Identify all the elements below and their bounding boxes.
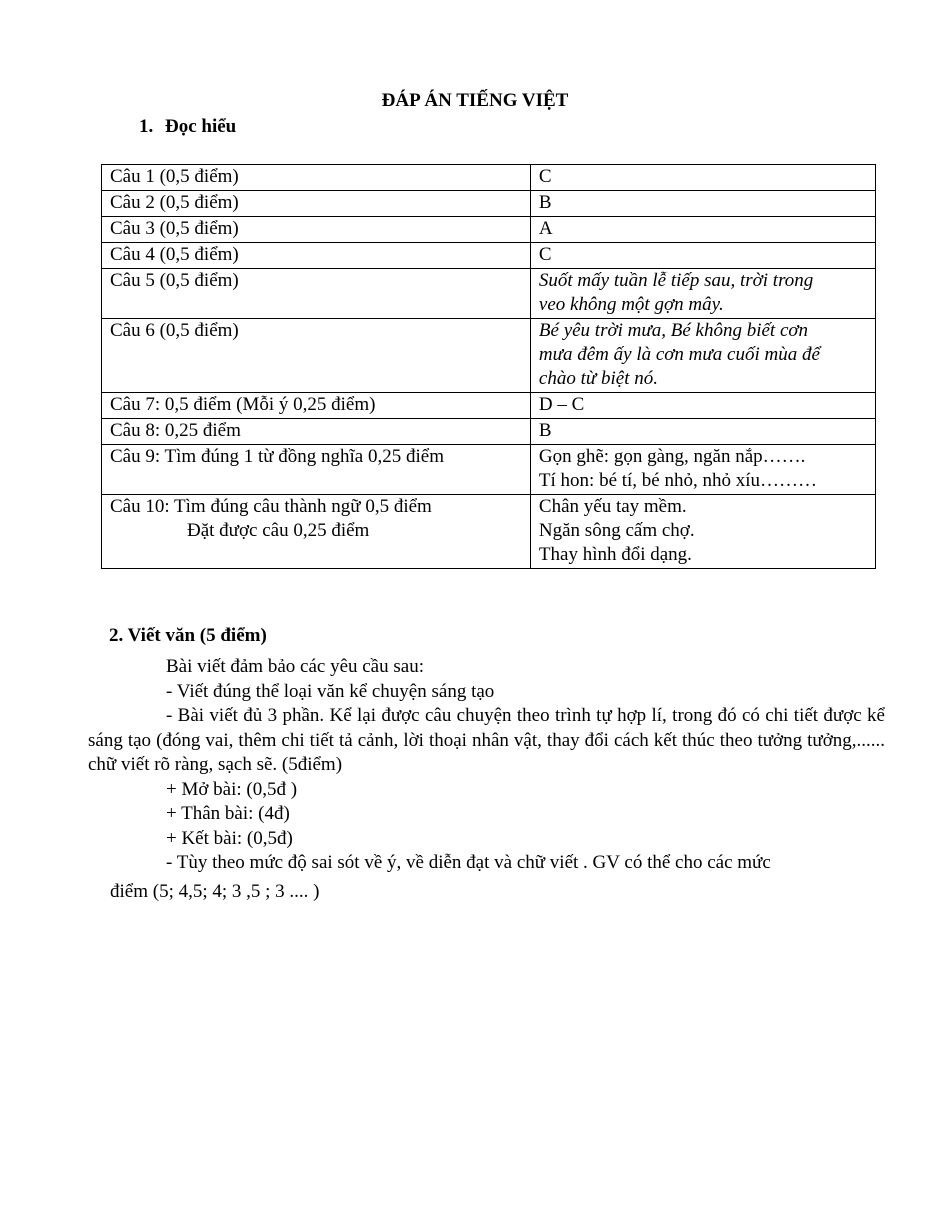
section2-point3-cont: điểm (5; 4,5; 4; 3 ,5 ; 3 .... ) [110, 880, 320, 902]
question-cell [102, 319, 531, 393]
answer-cell [530, 419, 875, 445]
answer-row [102, 217, 876, 243]
question-cell [102, 419, 531, 445]
answer-text: Ngăn sông cấm chợ. [538, 520, 695, 541]
answer-table-body [102, 165, 876, 569]
answer-table [101, 164, 876, 569]
answer-row [102, 393, 876, 419]
question-text: Câu 8: 0,25 điểm [110, 420, 241, 441]
question-text-line2: Đặt được câu 0,25 điểm [187, 520, 370, 541]
answer-row [102, 445, 876, 495]
section2-body [88, 655, 885, 904]
question-cell [102, 269, 531, 319]
question-cell [102, 165, 531, 191]
answer-text: Tí hon: bé tí, bé nhỏ, nhỏ xíu……… [538, 470, 818, 491]
answer-row [102, 419, 876, 445]
answer-cell [530, 165, 875, 191]
question-text: Câu 10: Tìm đúng câu thành ngữ 0,5 điểm [110, 496, 432, 517]
answer-row [102, 191, 876, 217]
page-title: ĐÁP ÁN TIẾNG VIỆT [381, 90, 569, 111]
answer-text: Bé yêu trời mưa, Bé không biết cơn [538, 320, 809, 341]
question-text: Câu 3 (0,5 điểm) [110, 218, 239, 239]
answer-text: A [538, 218, 553, 239]
section2-point3: - Tùy theo mức độ sai sót về ý, về diễn đạt và chữ viết . GV có thể cho các mức [166, 852, 771, 873]
question-text: Câu 1 (0,5 điểm) [110, 166, 239, 187]
answer-cell [530, 243, 875, 269]
answer-row [102, 495, 876, 569]
answer-cell [530, 319, 875, 393]
answer-text: Thay hình đổi dạng. [538, 544, 692, 565]
answer-text: Chân yếu tay mềm. [538, 496, 687, 517]
answer-text: Gọn ghẽ: gọn gàng, ngăn nắp……. [538, 446, 806, 467]
answer-row [102, 319, 876, 393]
answer-text: veo không một gợn mây. [538, 294, 724, 315]
answer-cell [530, 217, 875, 243]
answer-text: B [538, 420, 552, 441]
answer-row [102, 269, 876, 319]
question-text: Câu 6 (0,5 điểm) [110, 320, 239, 341]
question-text: Câu 4 (0,5 điểm) [110, 244, 239, 265]
question-text: Câu 9: Tìm đúng 1 từ đồng nghĩa 0,25 điểm [110, 446, 444, 467]
section2-point1: - Viết đúng thể loại văn kể chuyện sáng tạo [166, 680, 495, 702]
question-cell [102, 217, 531, 243]
section1-heading [139, 116, 236, 138]
question-cell [102, 393, 531, 419]
question-text: Câu 7: 0,5 điểm (Mỗi ý 0,25 điểm) [110, 394, 376, 415]
question-cell [102, 445, 531, 495]
question-text: Câu 5 (0,5 điểm) [110, 270, 239, 291]
section2-mo-bai: + Mở bài: (0,5đ ) [166, 778, 298, 800]
answer-row [102, 243, 876, 269]
answer-text: D – C [538, 394, 585, 415]
answer-cell [530, 269, 875, 319]
answer-cell [530, 445, 875, 495]
answer-text: B [538, 192, 552, 213]
answer-text: mưa đêm ấy là cơn mưa cuối mùa để [538, 344, 820, 365]
section2-point2: - Bài viết đủ 3 phần. Kể lại được câu chuyện theo trình tự hợp lí, trong đó có chi tiết được kể sáng tạo (đóng vai, thêm chi tiết tả cảnh, lời thoại nhân vật, thay đổi cách kết thúc theo tưởng tưởng,...... chữ viết rõ ràng, sạch sẽ. (5điểm) [88, 705, 885, 775]
answer-row [102, 165, 876, 191]
answer-text: chào từ biệt nó. [538, 368, 658, 389]
answer-text: C [538, 244, 552, 265]
answer-cell [530, 191, 875, 217]
question-cell [102, 191, 531, 217]
question-text: Câu 2 (0,5 điểm) [110, 192, 239, 213]
section2-ket-bai: + Kết bài: (0,5đ) [166, 827, 293, 849]
section2-heading: 2. Viết văn (5 điểm) [109, 625, 267, 646]
question-cell [102, 243, 531, 269]
answer-text: C [538, 166, 552, 187]
answer-cell [530, 393, 875, 419]
question-cell [102, 495, 531, 569]
section1-number: 1. [139, 116, 154, 137]
section2-than-bai: + Thân bài: (4đ) [166, 803, 290, 824]
section1-title: Đọc hiểu [165, 116, 237, 137]
answer-cell [530, 495, 875, 569]
answer-text: Suốt mấy tuần lễ tiếp sau, trời trong [538, 270, 814, 291]
section2-intro: Bài viết đảm bảo các yêu cầu sau: [166, 656, 424, 677]
